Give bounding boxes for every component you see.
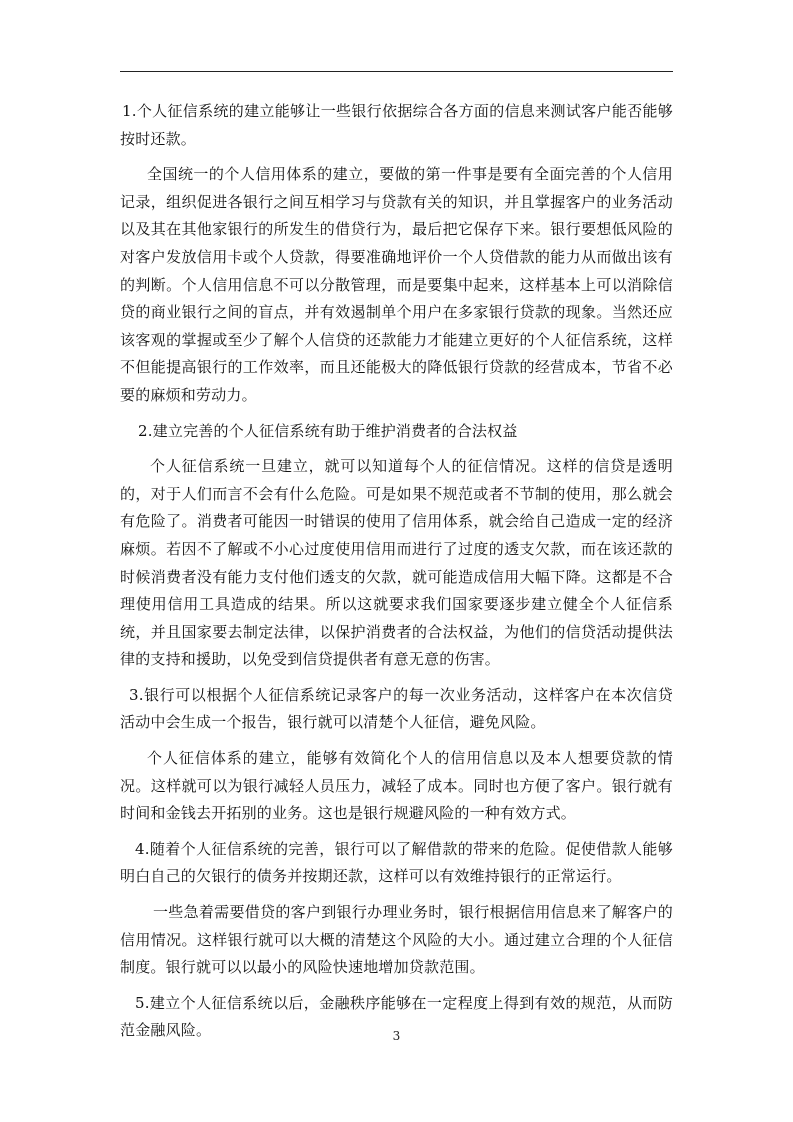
paragraph-1-body: 全国统一的个人信用体系的建立，要做的第一件事是要有全面完善的个人信用记录，组织促进各银行之间互相学习与贷款有关的知识，并且掌握客户的业务活动以及其在其他家银行的所发生的借贷行为，最后把它保存下来。银行要想低风险的对客户发放信用卡或个人贷款，得要准确地评价一个人贷借款的能力从而做出该有的判断。个人信用信息不可以分散管理，而是要集中起来，这样基本上可以消除信贷的商业银行之间的盲点，并有效遏制单个用户在多家银行贷款的现象。当然还应该客观的掌握或至少了解个人信贷的还款能力才能建立更好的个人征信系统，这样不但能提高银行的工作效率，而且还能极大的降低银行贷款的经营成本，节省不必要的麻烦和劳动力。 bbox=[120, 165, 673, 404]
paragraph-4-body: 一些急着需要借贷的客户到银行办理业务时，银行根据信用信息来了解客户的信用情况。这样银行就可以大概的清楚这个风险的大小。通过建立合理的个人征信制度。银行就可以以最小的风险快速地增加贷款范围。 bbox=[120, 903, 673, 977]
header-rule bbox=[120, 71, 673, 72]
paragraph-2-heading: 2.建立完善的个人征信系统有助于维护消费者的合法权益 bbox=[138, 421, 518, 440]
paragraph-5-heading: 5.建立个人征信系统以后，金融秩序能够在一定程度上得到有效的规范，从而防范金融风险。 bbox=[120, 993, 673, 1040]
paragraph-2-body: 个人征信系统一旦建立，就可以知道每个人的征信情况。这样的信贷是透明的，对于人们而言不会有什么危险。可是如果不规范或者不节制的使用，那么就会有危险了。消费者可能因一时错误的使用了信用体系，就会给自己造成一定的经济麻烦。若因不了解或不小心过度使用信用而进行了过度的透支欠款，而在该还款的时候消费者没有能力支付他们透支的欠款，就可能造成信用大幅下降。这都是不合理使用信用工具造成的结果。所以这就要求我们国家要逐步建立健全个人征信系统，并且国家要去制定法律，以保护消费者的合法权益，为他们的信贷活动提供法律的支持和援助，以免受到信贷提供者有意无意的伤害。 bbox=[120, 457, 673, 669]
document-body bbox=[120, 98, 673, 1045]
paragraph-3-heading: 3.银行可以根据个人征信系统记录客户的每一次业务活动，这样客户在本次信贷活动中会生成一个报告，银行就可以清楚个人征信，避免风险。 bbox=[120, 685, 673, 732]
paragraph-4-heading: 4.随着个人征信系统的完善，银行可以了解借款的带来的危险。促使借款人能够明白自己的欠银行的债务并按期还款，这样可以有效维持银行的正常运行。 bbox=[120, 839, 673, 886]
paragraph-1-heading: 1.个人征信系统的建立能够让一些银行依据综合各方面的信息来测试客户能否能够按时还款。 bbox=[120, 102, 673, 148]
paragraph-3-body: 个人征信体系的建立，能够有效简化个人的信用信息以及本人想要贷款的情况。这样就可以为银行减轻人员压力，减轻了成本。同时也方便了客户。银行就有时间和金钱去开拓别的业务。这也是银行规避风险的一种有效方式。 bbox=[120, 749, 673, 823]
page-number: 3 bbox=[392, 1029, 401, 1043]
